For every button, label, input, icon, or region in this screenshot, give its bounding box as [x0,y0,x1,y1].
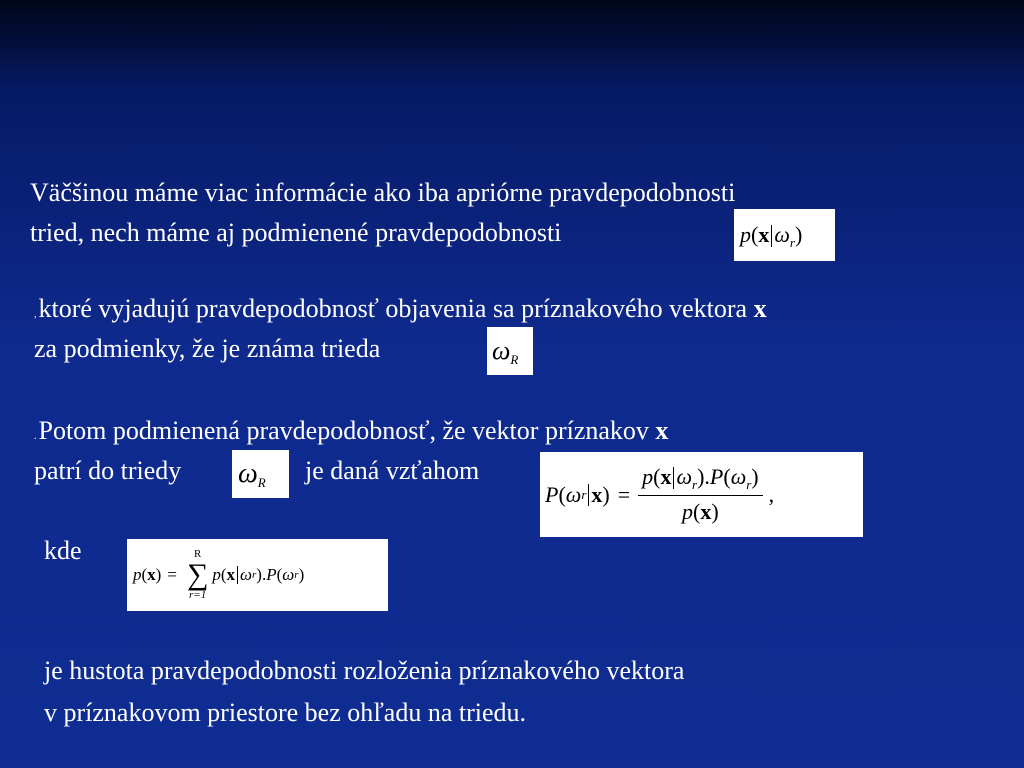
text-line-5: .Potom podmienená pravdepodobnosť, že vektor príznakov x [34,416,669,445]
text-line-6b: je daná vzťahom [305,456,480,485]
bayes-fraction [638,464,762,525]
text-kde: kde [44,536,82,565]
formula-conditional-likelihood: p(x $\omega_r$) [734,209,835,261]
formula-bayes: P ( ω r x ) = $\frac{p(x \omega_r).P(\omega_r)}{p(x)}$ , [540,452,863,537]
formula-total-probability: p ( x ) = R ∑ r=1 p ( x ω r ) . P ( ω r ) [127,539,388,611]
formula-class-omega: $\omega_R$ [487,327,533,375]
text-line-7: je hustota pravdepodobnosti rozloženia príznakového vektora [44,656,685,685]
bayes-denominator: p(x) [682,499,719,524]
formula-class-omega-2: $\omega_R$ [232,450,289,498]
text-line-1: Väčšinou máme viac informácie ako iba apriórne pravdepodobnosti [30,178,736,207]
text-line-6a: patrí do triedy [34,456,182,485]
text-line-8: v príznakovom priestore bez ohľadu na triedu. [44,698,527,727]
text-line-2: tried, nech máme aj podmienené pravdepodobnosti [30,218,562,247]
text-line-4: za podmienky, že je známa trieda [34,334,381,363]
text-line-3: ,ktoré vyjadujú pravdepodobnosť objavenia sa príznakového vektora x [34,294,767,323]
summation: R ∑ r=1 [186,548,209,601]
bayes-numerator: p(x $\omega_r).P(\omega_r)$ [638,464,762,496]
